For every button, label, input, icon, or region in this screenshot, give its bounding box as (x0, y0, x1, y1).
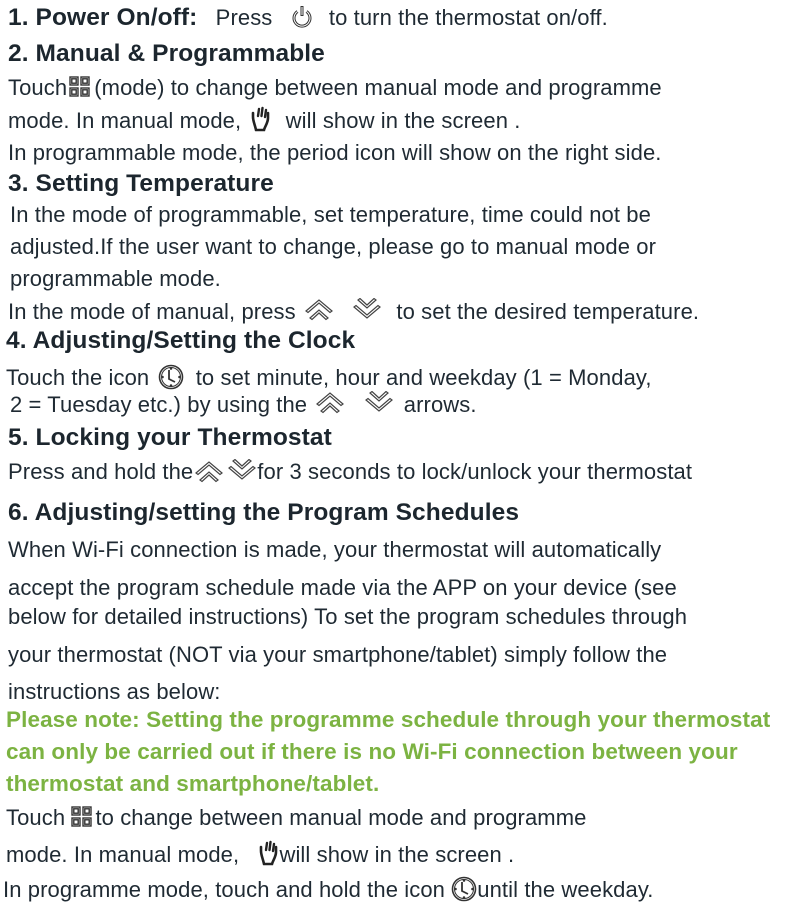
text: will show in the screen . (285, 108, 521, 133)
schedule-line-6 (6, 804, 587, 832)
note-line-1: Please note: Setting the programme schedule through your thermostat (6, 707, 771, 732)
text: arrows. (403, 392, 477, 417)
power-section (8, 4, 608, 32)
hand-icon (259, 840, 279, 866)
schedule-line-8 (3, 876, 654, 904)
manual-line-2 (8, 107, 521, 135)
temp-line-2: adjusted.If the user want to change, please go to manual mode or (10, 234, 657, 259)
text: to set minute, hour and weekday (1 = Monday, (195, 365, 652, 390)
clock-icon (451, 876, 477, 902)
text: mode. In manual mode, (8, 108, 242, 133)
temp-line-3: programmable mode. (10, 266, 221, 291)
text: for 3 seconds to lock/unlock your thermostat (257, 459, 693, 484)
text: Touch (6, 805, 66, 830)
clock-line-2 (10, 391, 477, 419)
lock-line-1 (8, 458, 692, 486)
schedule-line-5: instructions as below: (8, 679, 221, 704)
text: Press and hold the (8, 459, 194, 484)
section-heading-locking: 5. Locking your Thermostat (8, 424, 332, 451)
arrow-down-icon (352, 298, 382, 320)
text: Touch the icon (6, 365, 150, 390)
text: until the weekday. (477, 877, 654, 902)
manual-line-1 (8, 74, 662, 102)
schedule-line-3: below for detailed instructions) To set the program schedules through (8, 604, 688, 629)
power-text-a: Press (215, 5, 273, 30)
mode-icon (69, 76, 91, 98)
section-heading-temperature: 3. Setting Temperature (8, 170, 274, 197)
schedule-line-2: accept the program schedule made via the APP on your device (see (8, 575, 677, 600)
text: In the mode of manual, press (8, 299, 296, 324)
arrow-up-icon (315, 392, 345, 414)
text: to change between manual mode and programme (95, 805, 587, 830)
schedule-line-1: When Wi-Fi connection is made, your thermostat will automatically (8, 537, 662, 562)
text: In programme mode, touch and hold the icon (3, 877, 446, 902)
schedule-line-4: your thermostat (NOT via your smartphone/tablet) simply follow the (8, 642, 668, 667)
note-line-2: can only be carried out if there is no Wi-Fi connection between your (6, 739, 738, 764)
clock-icon (158, 364, 184, 390)
text: to set the desired temperature. (396, 299, 700, 324)
manual-line-3: In programmable mode, the period icon will show on the right side. (8, 140, 662, 165)
text: Touch (8, 75, 68, 100)
power-text-b: to turn the thermostat on/off. (328, 5, 608, 30)
section-heading-program-schedules: 6. Adjusting/setting the Program Schedules (8, 499, 520, 526)
text: 2 = Tuesday etc.) by using the (10, 392, 308, 417)
arrow-up-icon (304, 299, 334, 321)
power-icon (291, 5, 313, 29)
mode-icon (71, 806, 93, 828)
arrow-down-icon (364, 391, 394, 413)
schedule-line-7 (6, 841, 514, 869)
clock-line-1 (6, 364, 652, 392)
note-line-3: thermostat and smartphone/tablet. (6, 771, 380, 796)
section-heading-clock: 4. Adjusting/Setting the Clock (6, 327, 356, 354)
arrow-down-icon (227, 459, 257, 481)
temp-line-4 (8, 298, 699, 326)
arrow-up-icon (194, 461, 224, 483)
hand-icon (251, 106, 271, 132)
temp-line-1: In the mode of programmable, set temperature, time could not be (10, 202, 651, 227)
text: mode. In manual mode, (6, 842, 240, 867)
text: (mode) to change between manual mode and programme (94, 75, 662, 100)
text: will show in the screen . (279, 842, 515, 867)
section-heading-power: 1. Power On/off: (8, 4, 198, 31)
section-heading-manual-programmable: 2. Manual & Programmable (8, 40, 325, 67)
